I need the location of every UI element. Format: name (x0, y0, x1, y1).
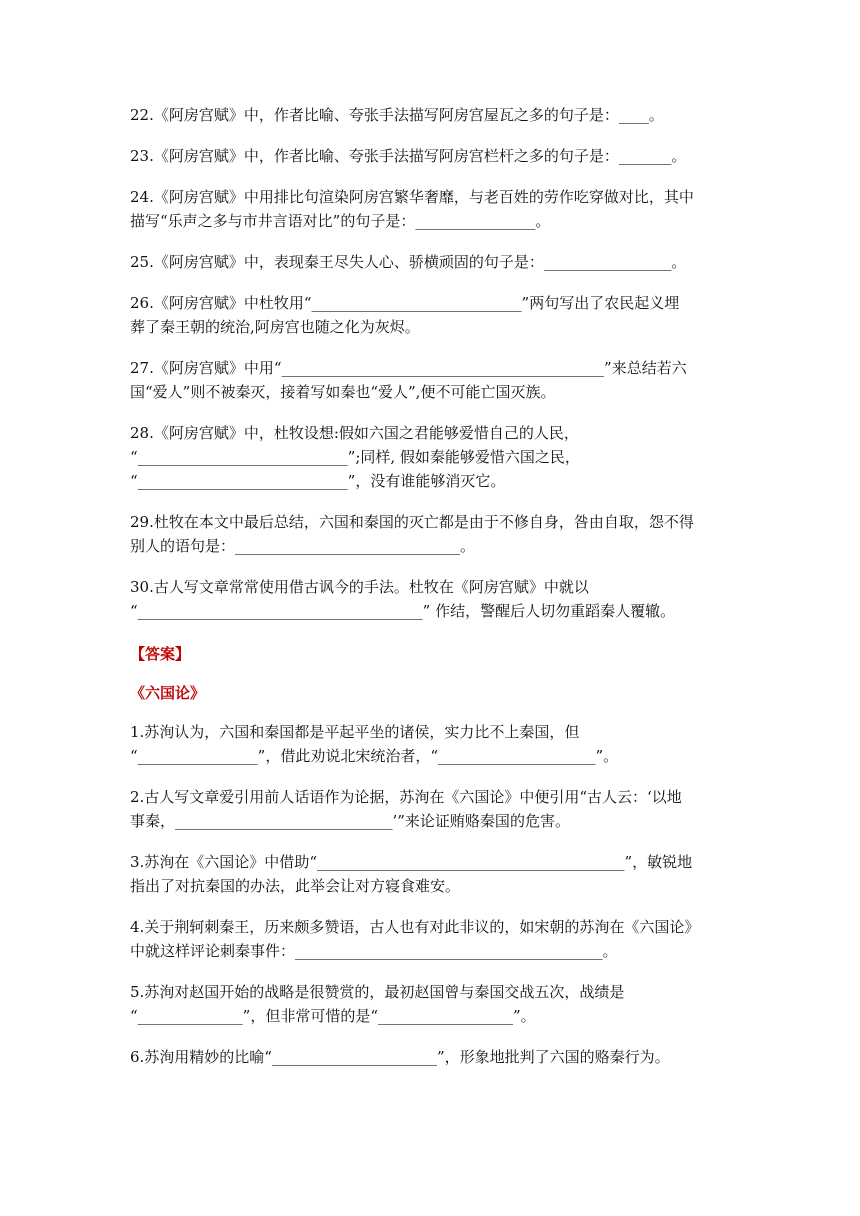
question-line: “________________”，借此劝说北宋统治者，“_____________________”。 (130, 747, 619, 765)
question-line: “____________________________”;同样, 假如秦能够爱惜六国之民， (130, 448, 580, 466)
question-line: 5.苏洵对赵国开始的战略是很赞赏的，最初赵国曾与秦国交战五次，战绩是 (130, 983, 625, 1001)
question-line: 葬了秦王朝的统治,阿房宫也随之化为灰烬。 (130, 318, 420, 336)
question-line: “______________________________________” 作结，警醒后人切勿重蹈秦人覆辙。 (130, 602, 676, 620)
question-27 (130, 356, 740, 404)
question-line: 别人的语句是：______________________________。 (130, 537, 476, 555)
question-line: 2.古人写文章爱引用前人话语作为论据，苏洵在《六国论》中便引用“古人云：‘以地 (130, 788, 682, 806)
question-line: 6.苏洵用精妙的比喻“______________________”，形象地批判了六国的赂秦行为。 (130, 1048, 670, 1066)
question-29 (130, 510, 740, 558)
question-line: 24.《阿房宫赋》中用排比句渲染阿房宫繁华奢靡，与老百姓的劳作吃穿做对比，其中 (130, 188, 694, 206)
question-list-part2 (130, 720, 740, 1069)
section-title: 《六国论》 (130, 684, 206, 702)
question-line: 27.《阿房宫赋》中用“___________________________________________”来总结若六 (130, 359, 687, 377)
question-line: “____________________________”，没有谁能够消灭它。 (130, 472, 506, 490)
question-4 (130, 915, 740, 963)
question-24 (130, 185, 740, 233)
question-line: 23.《阿房宫赋》中，作者比喻、夸张手法描写阿房宫栏杆之多的句子是：_______。 (130, 147, 687, 165)
question-line: 22.《阿房宫赋》中，作者比喻、夸张手法描写阿房宫屋瓦之多的句子是：____。 (130, 106, 664, 124)
question-line: 描写“乐声之多与市井言语对比”的句子是：________________。 (130, 212, 551, 230)
question-line: 30.古人写文章常常使用借古讽今的手法。杜牧在《阿房宫赋》中就以 (130, 578, 589, 596)
question-28 (130, 421, 740, 493)
question-26 (130, 291, 740, 339)
question-2 (130, 785, 740, 833)
question-3 (130, 850, 740, 898)
question-line: 1.苏洵认为，六国和秦国都是平起平坐的诸侯，实力比不上秦国，但 (130, 723, 580, 741)
question-line: 中就这样评论刺秦事件：_________________________________________。 (130, 942, 618, 960)
question-line: 29.杜牧在本文中最后总结，六国和秦国的灭亡都是由于不修自身，咎由自取，怨不得 (130, 513, 694, 531)
question-line: 国“爱人”则不被秦灭，接着写如秦也“爱人”,便不可能亡国灭族。 (130, 383, 556, 401)
question-25 (130, 250, 740, 274)
question-1 (130, 720, 740, 768)
question-line: 28.《阿房宫赋》中，杜牧设想:假如六国之君能够爱惜自己的人民， (130, 424, 579, 442)
question-23 (130, 144, 740, 168)
question-line: “______________”，但非常可惜的是“__________________”。 (130, 1007, 536, 1025)
question-list-part1 (130, 103, 740, 623)
question-line: 4.关于荆轲刺秦王，历来颇多赞语，古人也有对此非议的，如宋朝的苏洵在《六国论》 (130, 918, 700, 936)
question-5 (130, 980, 740, 1028)
question-line: 事秦，_____________________________’”来论证贿赂秦国的危害。 (130, 812, 570, 830)
question-line: 3.苏洵在《六国论》中借助“_________________________________________”，敏锐地 (130, 853, 693, 871)
question-6 (130, 1045, 740, 1069)
question-line: 指出了对抗秦国的办法，此举会让对方寝食难安。 (130, 877, 461, 895)
question-22 (130, 103, 740, 127)
question-30 (130, 575, 740, 623)
question-line: 25.《阿房宫赋》中，表现秦王尽失人心、骄横顽固的句子是：_________________。 (130, 253, 687, 271)
answer-heading: 【答案】 (130, 645, 191, 663)
question-line: 26.《阿房宫赋》中杜牧用“____________________________”两句写出了农民起义埋 (130, 294, 680, 312)
